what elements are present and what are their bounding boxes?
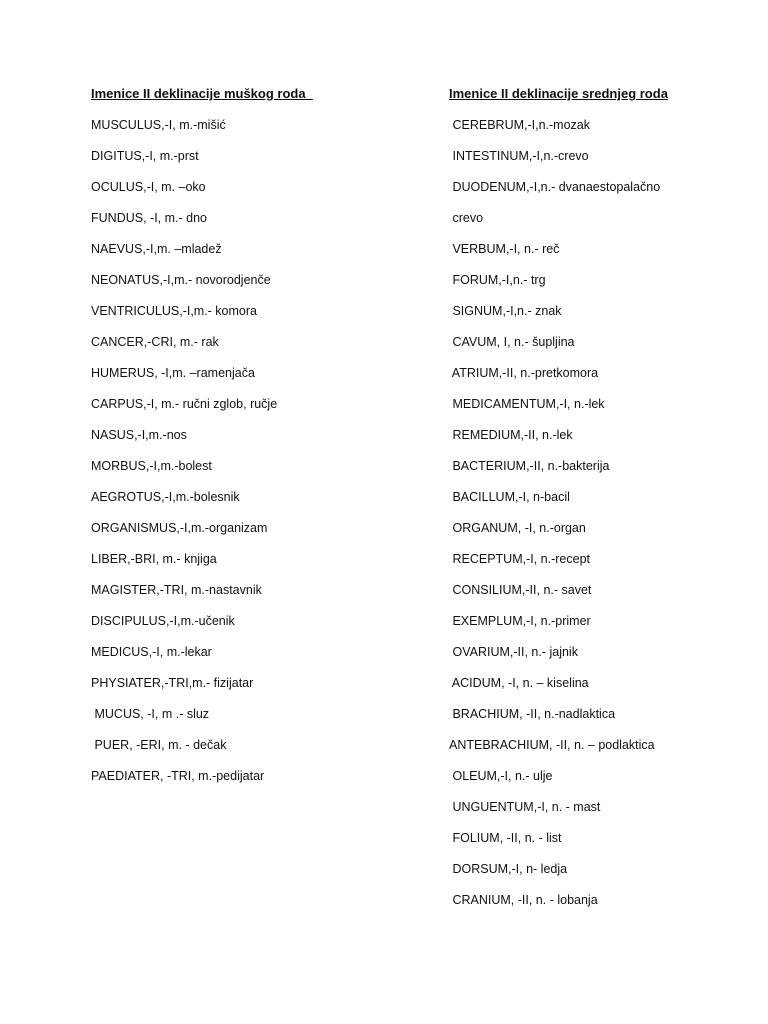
- noun-entry: REMEDIUM,-II, n.-lek: [449, 428, 573, 442]
- noun-entry: crevo: [449, 211, 484, 225]
- noun-entry: CANCER,-CRI, m.- rak: [91, 335, 219, 349]
- noun-entry: AEGROTUS,-I,m.-bolesnik: [91, 490, 240, 504]
- noun-entry: FORUM,-I,n.- trg: [449, 273, 546, 287]
- noun-entry: OLEUM,-I, n.- ulje: [449, 769, 553, 783]
- noun-entry: ATRIUM,-II, n.-pretkomora: [449, 366, 599, 380]
- noun-entry: HUMERUS, -I,m. –ramenjača: [91, 366, 255, 380]
- noun-entry: MUSCULUS,-I, m.-mišić: [91, 118, 226, 132]
- noun-entry: CAVUM, I, n.- šupljina: [449, 335, 575, 349]
- noun-entry: INTESTINUM,-I,n.-crevo: [449, 149, 589, 163]
- masculine-nouns-list: [91, 116, 411, 798]
- masculine-nouns-column: [91, 85, 411, 798]
- noun-entry: ACIDUM, -I, n. – kiselina: [449, 676, 589, 690]
- noun-entry: EXEMPLUM,-I, n.-primer: [449, 614, 591, 628]
- noun-entry: MEDICUS,-I, m.-lekar: [91, 645, 212, 659]
- noun-entry: FUNDUS, -I, m.- dno: [91, 211, 207, 225]
- noun-entry: VENTRICULUS,-I,m.- komora: [91, 304, 257, 318]
- noun-entry: CONSILIUM,-II, n.- savet: [449, 583, 592, 597]
- noun-entry: FOLIUM, -II, n. - list: [449, 831, 562, 845]
- noun-entry: MAGISTER,-TRI, m.-nastavnik: [91, 583, 262, 597]
- noun-entry: NAEVUS,-I,m. –mladež: [91, 242, 222, 256]
- neuter-nouns-heading: Imenice II deklinacije srednjeg roda: [449, 86, 668, 101]
- noun-entry: MEDICAMENTUM,-I, n.-lek: [449, 397, 605, 411]
- noun-entry: BACILLUM,-I, n-bacil: [449, 490, 570, 504]
- noun-entry: OVARIUM,-II, n.- jajnik: [449, 645, 578, 659]
- noun-entry: MUCUS, -I, m .- sluz: [91, 707, 210, 721]
- noun-entry: ANTEBRACHIUM, -II, n. – podlaktica: [449, 738, 655, 752]
- noun-entry: MORBUS,-I,m.-bolest: [91, 459, 212, 473]
- noun-entry: NEONATUS,-I,m.- novorodjenče: [91, 273, 271, 287]
- noun-entry: DUODENUM,-I,n.- dvanaestopalačno: [449, 180, 661, 194]
- noun-entry: CARPUS,-I, m.- ručni zglob, ručje: [91, 397, 278, 411]
- noun-entry: CEREBRUM,-I,n.-mozak: [449, 118, 590, 132]
- neuter-nouns-column: [449, 85, 749, 922]
- noun-entry: CRANIUM, -II, n. - lobanja: [449, 893, 598, 907]
- noun-entry: DORSUM,-I, n- ledja: [449, 862, 568, 876]
- noun-entry: LIBER,-BRI, m.- knjiga: [91, 552, 217, 566]
- noun-entry: ORGANISMUS,-I,m.-organizam: [91, 521, 268, 535]
- noun-entry: ORGANUM, -I, n.-organ: [449, 521, 586, 535]
- noun-entry: VERBUM,-I, n.- reč: [449, 242, 560, 256]
- noun-entry: BACTERIUM,-II, n.-bakterija: [449, 459, 610, 473]
- noun-entry: BRACHIUM, -II, n.-nadlaktica: [449, 707, 616, 721]
- noun-entry: UNGUENTUM,-I, n. - mast: [449, 800, 601, 814]
- noun-entry: DIGITUS,-I, m.-prst: [91, 149, 199, 163]
- noun-entry: PUER, -ERI, m. - dečak: [91, 738, 227, 752]
- masculine-nouns-heading: Imenice II deklinacije muškog roda: [91, 86, 313, 101]
- noun-entry: NASUS,-I,m.-nos: [91, 428, 187, 442]
- noun-entry: RECEPTUM,-I, n.-recept: [449, 552, 590, 566]
- noun-entry: OCULUS,-I, m. –oko: [91, 180, 206, 194]
- noun-entry: DISCIPULUS,-I,m.-učenik: [91, 614, 235, 628]
- neuter-nouns-list: [449, 116, 749, 922]
- noun-entry: SIGNUM,-I,n.- znak: [449, 304, 562, 318]
- noun-entry: PAEDIATER, -TRI, m.-pedijatar: [91, 769, 265, 783]
- noun-entry: PHYSIATER,-TRI,m.- fizijatar: [91, 676, 254, 690]
